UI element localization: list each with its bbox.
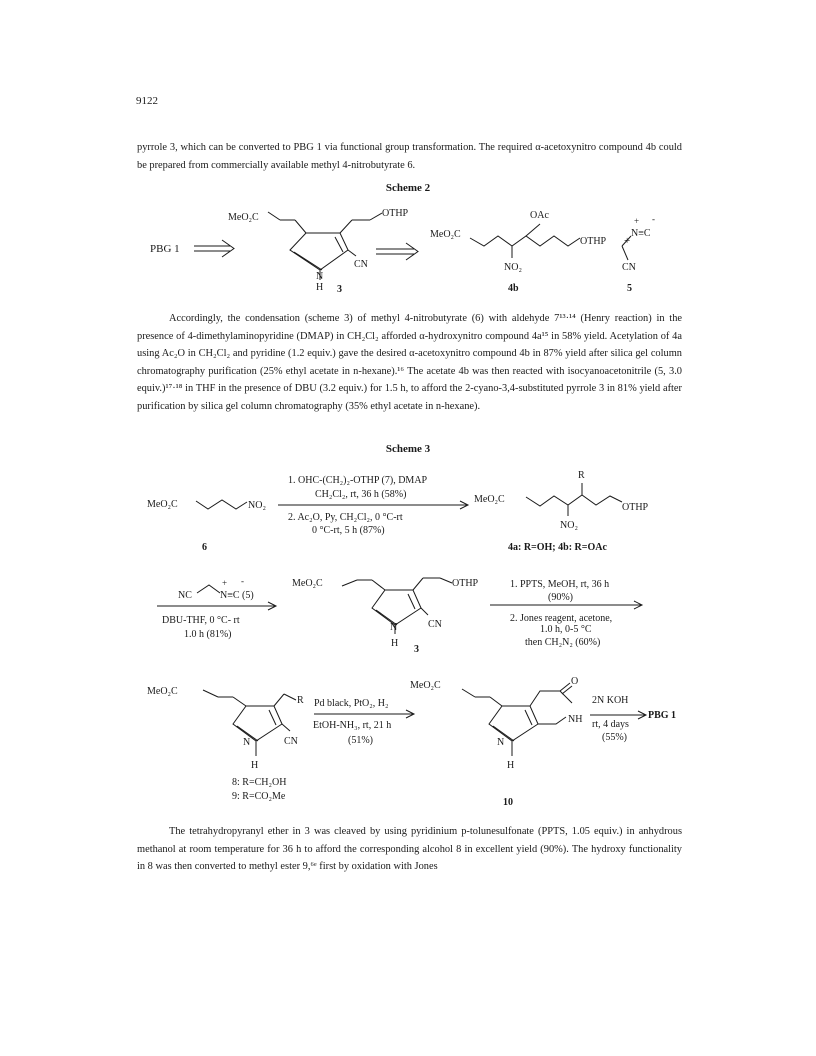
step-1-line-2: CH₂Cl₂, rt, 36 h (58%) xyxy=(315,489,407,500)
compound-5-label: 5 xyxy=(627,283,632,294)
step-4-line-3: (51%) xyxy=(348,735,373,746)
step-5-product: PBG 1 xyxy=(648,710,677,721)
compound-4-r: R xyxy=(578,470,585,481)
reagent-nc: NC xyxy=(178,590,192,601)
compound-4-meo2c: MeO₂C xyxy=(474,494,505,505)
pyrrole-3-cn: CN xyxy=(428,619,442,630)
step-5-line-1: 2N KOH xyxy=(592,695,629,706)
pyrrole-89-r: R xyxy=(297,695,304,706)
pyrrole-3-n: N xyxy=(390,622,398,633)
scheme-2-title: Scheme 2 xyxy=(385,182,431,194)
compound-4-caption: 4a: R=OH; 4b: R=OAc xyxy=(508,542,607,553)
middle-paragraph: Accordingly, the condensation (scheme 3) of methyl 4-nitrobutyrate (6) with aldehyde 7¹³·¹⁴ (Henry reaction) in the presence of 4-dimethylaminopyridine (DMAP) in CH₂Cl₂ afforded α-hydroxynitro compound 4a¹⁵ in 58% yield. Acetylation of 4a using Ac₂O in CH₂Cl₂ and pyridine (1.2 equiv.) gave the desired α-acetoxynitro compound 4b in 87% yield after silica gel column chromatography purification (25% ethyl acetate in n-hexane).¹⁶ The acetate 4b was then reacted with isocyanoacetonitrile (5, 3.0 equiv.)¹⁷·¹⁸ in THF in the presence of DBU (3.2 equiv.) for 1.5 h, to afford the 2-cyano-3,4-substituted pyrrole 3 in 81% yield after purification by silica gel column chromatography (35% ethyl acetate in n-hexane). xyxy=(137,313,682,412)
compound-10-nh: NH xyxy=(568,714,583,725)
scheme-2-othp-right: OTHP xyxy=(580,236,607,247)
step-2-line-2: 1.0 h (81%) xyxy=(184,629,232,640)
scheme-3-title: Scheme 3 xyxy=(385,443,431,455)
pyrrole-3-h: H xyxy=(391,638,399,649)
step-3-line-3: 2. Jones reagent, acetone, xyxy=(510,613,613,624)
step-3-line-5: then CH₂N₂ (60%) xyxy=(525,637,601,648)
scheme-2-cn-right: CN xyxy=(622,262,636,273)
compound-6-label: 6 xyxy=(202,542,207,553)
step-1-line-1: 1. OHC-(CH₂)₂-OTHP (7), DMAP xyxy=(288,475,428,486)
scheme-2-cn-left: CN xyxy=(354,259,368,270)
pyrrole-3-othp: OTHP xyxy=(452,578,479,589)
compound-4-no2: NO₂ xyxy=(560,520,578,531)
reagent-plus: + xyxy=(222,578,228,588)
compound-10-o: O xyxy=(571,676,579,687)
scheme-2-oac: OAc xyxy=(530,210,549,221)
intro-paragraph: pyrrole 3, which can be converted to PBG 1 via functional group transformation. The required α-acetoxynitro compound 4b could be prepared from commercially available methyl 4-nitrobutyrate 6. xyxy=(137,142,682,171)
final-paragraph: The tetrahydropyranyl ether in 3 was cleaved by using pyridinium p-tolunesulfonate (PPTS, 1.05 equiv.) in anhydrous methanol at room temperature for 36 h to afford the corresponding alcohol 8 in excellent yield (90%). The hydroxy functionality in 8 was then converted to methyl ester 9,⁶ᵉ first by oxidation with Jones xyxy=(137,826,682,873)
reagent-isonitrile-5: N≡C (5) xyxy=(220,590,254,601)
pyrrole-89-meo2c: MeO₂C xyxy=(147,686,178,697)
scheme-2-h-left: H xyxy=(316,282,324,293)
scheme-2-n-left: N xyxy=(316,271,324,282)
reagent-minus: - xyxy=(241,576,244,586)
step-3-line-1: 1. PPTS, MeOH, rt, 36 h xyxy=(510,579,610,590)
compound-4b-label: 4b xyxy=(508,283,519,294)
step-3-line-2: (90%) xyxy=(548,592,573,603)
pyrrole-89-cn: CN xyxy=(284,736,298,747)
step-1-line-4: 0 °C-rt, 5 h (87%) xyxy=(312,525,385,536)
compound-4-othp: OTHP xyxy=(622,502,649,513)
compound-9-caption: 9: R=CO₂Me xyxy=(232,791,286,802)
step-5-line-2: rt, 4 days xyxy=(592,719,629,730)
pyrrole-89-n: N xyxy=(243,737,251,748)
pyrrole-3-label: 3 xyxy=(414,644,419,655)
pyrrole-3-meo2c: MeO₂C xyxy=(292,578,323,589)
compound-6-no2: NO₂ xyxy=(248,500,266,511)
pyrrole-89-h: H xyxy=(251,760,259,771)
scheme-2-plus: + xyxy=(624,235,631,247)
scheme-2-no2: NO₂ xyxy=(504,262,522,273)
compound-3-label: 3 xyxy=(337,284,342,295)
compound-10-label: 10 xyxy=(503,797,513,808)
scheme-2-meo2c-left: MeO₂C xyxy=(228,212,259,223)
compound-8-caption: 8: R=CH₂OH xyxy=(232,777,287,788)
scheme-2-isonitrile-minus: - xyxy=(652,214,655,224)
compound-10-h: H xyxy=(507,760,515,771)
step-2-line-1: DBU-THF, 0 °C- rt xyxy=(162,615,240,626)
step-3-line-4: 1.0 h, 0-5 °C xyxy=(540,624,592,635)
step-5-line-3: (55%) xyxy=(602,732,627,743)
scheme-2-meo2c-right: MeO₂C xyxy=(430,229,461,240)
compound-6-meo2c: MeO₂C xyxy=(147,499,178,510)
step-1-line-3: 2. Ac₂O, Py, CH₂Cl₂, 0 °C-rt xyxy=(288,512,403,523)
scheme-2-pbg-label: PBG 1 xyxy=(150,243,180,255)
page-number: 9122 xyxy=(136,95,158,107)
scheme-2-isonitrile: N≡C xyxy=(631,228,651,239)
compound-10-meo2c: MeO₂C xyxy=(410,680,441,691)
scheme-2-isonitrile-plus: + xyxy=(634,216,640,226)
step-4-line-1: Pd black, PtO₂, H₂ xyxy=(314,698,389,709)
scheme-2-othp-left: OTHP xyxy=(382,208,409,219)
compound-10-n: N xyxy=(497,737,505,748)
step-4-line-2: EtOH-NH₃, rt, 21 h xyxy=(313,720,392,731)
